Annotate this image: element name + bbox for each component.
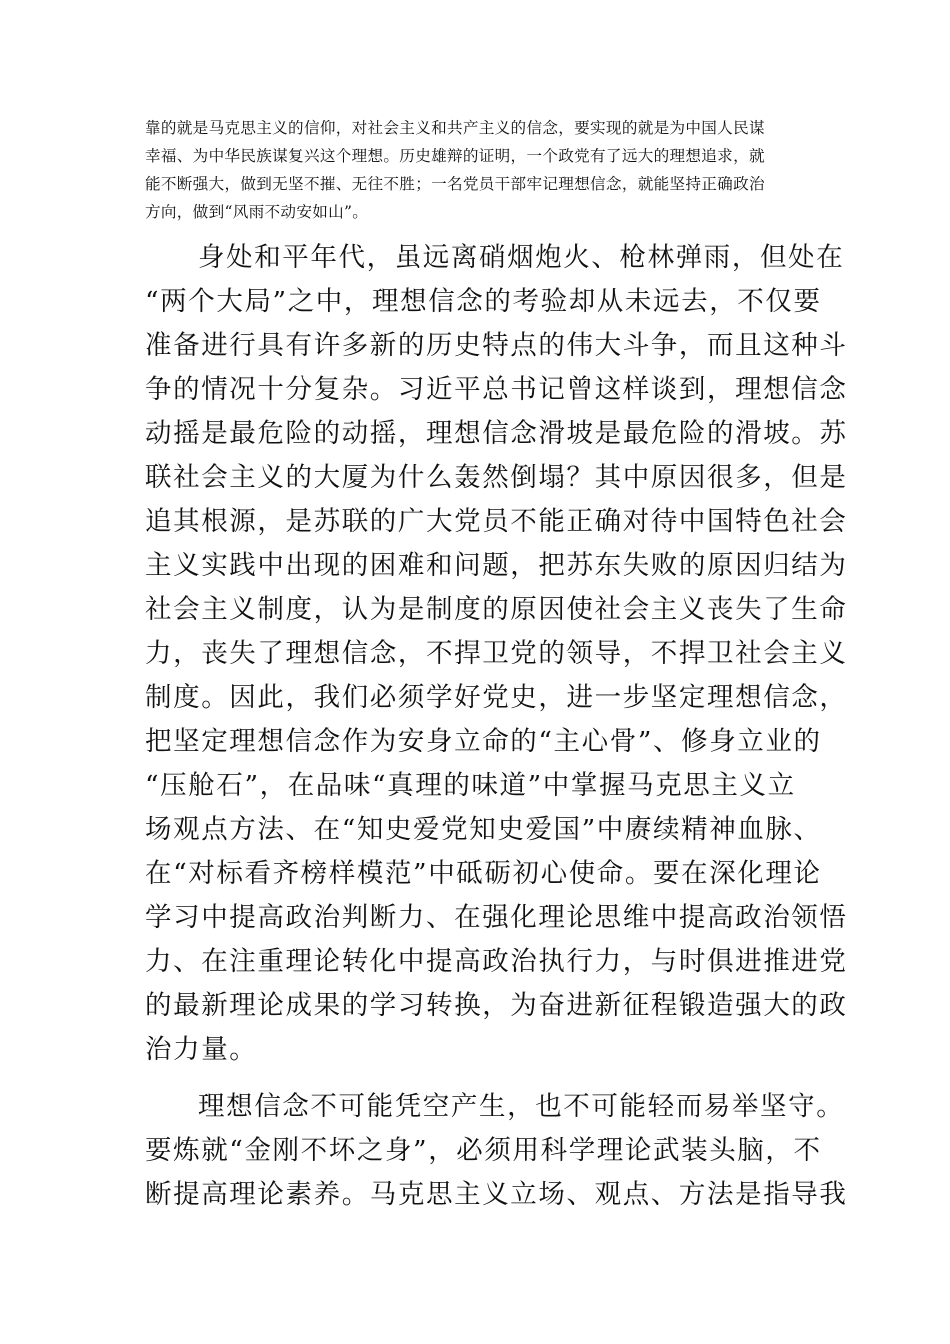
paragraph1-line: 联社会主义的大厦为什么轰然倒塌？其中原因很多，但是 — [145, 462, 848, 493]
paragraph1-line: 制度。因此，我们必须学好党史，进一步坚定理想信念， — [145, 682, 848, 713]
paragraph2-line: 理想信念不可能凭空产生，也不可能轻而易举坚守。 — [198, 1091, 845, 1122]
paragraph1-line: 社会主义制度，认为是制度的原因使社会主义丧失了生命 — [145, 594, 848, 625]
paragraph1-line: 把坚定理想信念作为安身立命的“主心骨”、修身立业的 — [145, 726, 822, 757]
paragraph1-line: 力，丧失了理想信念，不捍卫党的领导，不捍卫社会主义 — [145, 638, 848, 669]
intro-line: 幸福、为中华民族谋复兴这个理想。历史雄辩的证明，一个政党有了远大的理想追求，就 — [145, 147, 765, 165]
paragraph1-line: 主义实践中出现的困难和问题，把苏东失败的原因归结为 — [145, 550, 848, 581]
paragraph1-line: 场观点方法、在“知史爱党知史爱国”中赓续精神血脉、 — [145, 814, 822, 845]
paragraph1-line: 准备进行具有许多新的历史特点的伟大斗争，而且这种斗 — [145, 330, 848, 361]
paragraph1-line: 身处和平年代，虽远离硝烟炮火、枪林弹雨，但处在 — [198, 242, 845, 273]
intro-line: 靠的就是马克思主义的信仰，对社会主义和共产主义的信念，要实现的就是为中国人民谋 — [145, 119, 765, 137]
paragraph2-line: 断提高理论素养。马克思主义立场、观点、方法是指导我 — [145, 1179, 848, 1210]
paragraph1-line: 学习中提高政治判断力、在强化理论思维中提高政治领悟 — [145, 902, 848, 933]
paragraph1-line: 争的情况十分复杂。习近平总书记曾这样谈到，理想信念 — [145, 374, 848, 405]
intro-line: 方向，做到“风雨不动安如山”。 — [145, 203, 369, 221]
paragraph1-line: 力、在注重理论转化中提高政治执行力，与时俱进推进党 — [145, 946, 848, 977]
paragraph1-line: 追其根源，是苏联的广大党员不能正确对待中国特色社会 — [145, 506, 848, 537]
intro-line: 能不断强大，做到无坚不摧、无往不胜；一名党员干部牢记理想信念，就能坚持正确政治 — [145, 175, 765, 193]
paragraph1-line: 治力量。 — [145, 1034, 258, 1065]
paragraph1-line: 动摇是最危险的动摇，理想信念滑坡是最危险的滑坡。苏 — [145, 418, 848, 449]
paragraph1-line: 在“对标看齐榜样模范”中砥砺初心使命。要在深化理论 — [145, 858, 822, 889]
paragraph2-line: 要炼就“金刚不坏之身”，必须用科学理论武装头脑，不 — [145, 1135, 822, 1166]
paragraph1-line: “压舱石”，在品味“真理的味道”中掌握马克思主义立 — [145, 770, 796, 801]
paragraph1-line: 的最新理论成果的学习转换，为奋进新征程锻造强大的政 — [145, 990, 848, 1021]
paragraph1-line: “两个大局”之中，理想信念的考验却从未远去，不仅要 — [145, 286, 822, 317]
